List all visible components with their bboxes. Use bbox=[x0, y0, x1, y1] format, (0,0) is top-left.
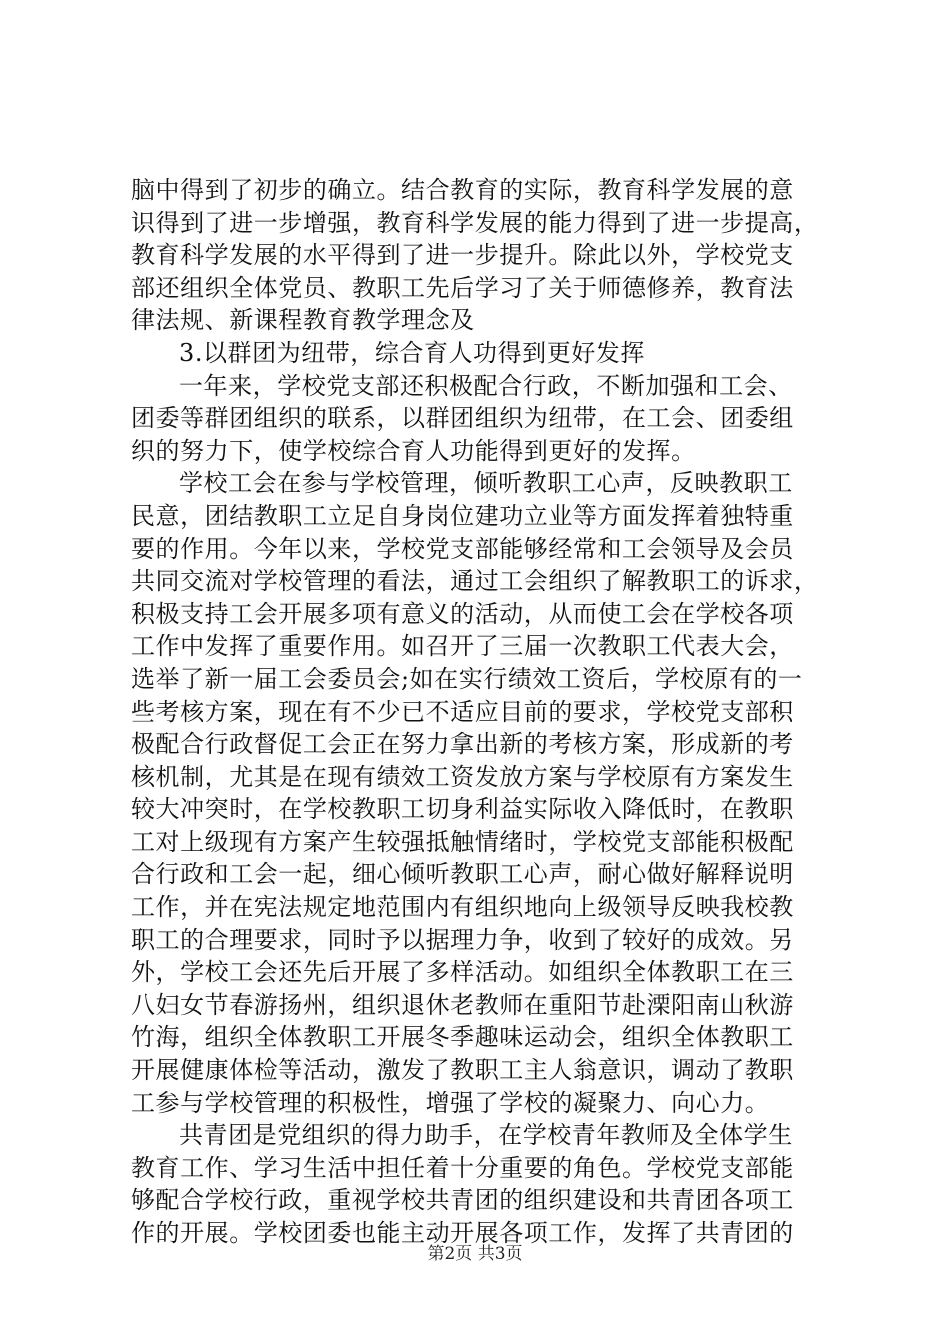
text-line: 律法规、新课程教育教学理念及 bbox=[131, 306, 475, 335]
text-line: 合行政和工会一起，细心倾听教职工心声，耐心做好解释说明 bbox=[131, 860, 794, 889]
text-line: 要的作用。今年以来，学校党支部能够经常和工会领导及会员 bbox=[131, 534, 794, 563]
text-line: 教育工作、学习生活中担任着十分重要的角色。学校党支部能 bbox=[131, 1153, 794, 1182]
text-line: 积极支持工会开展多项有意义的活动，从而使工会在学校各项 bbox=[131, 599, 794, 628]
text-line: 工作中发挥了重要作用。如召开了三届一次教职工代表大会， bbox=[131, 632, 794, 661]
text-line: 核机制，尤其是在现有绩效工资发放方案与学校原有方案发生 bbox=[131, 762, 794, 791]
text-line: 民意，团结教职工立足自身岗位建功立业等方面发挥着独特重 bbox=[131, 501, 794, 530]
page-number-label: 第2页 共3页 bbox=[427, 1244, 523, 1264]
text-line: 学校工会在参与学校管理，倾听教职工心声，反映教职工 bbox=[179, 469, 793, 498]
text-line: 共同交流对学校管理的看法，通过工会组织了解教职工的诉求， bbox=[131, 567, 819, 596]
text-line: 部还组织全体党员、教职工先后学习了关于师德修养，教育法 bbox=[131, 273, 794, 302]
text-line: 职工的合理要求，同时予以据理力争，收到了较好的成效。另 bbox=[131, 925, 794, 954]
text-line: 够配合学校行政，重视学校共青团的组织建设和共青团各项工 bbox=[131, 1186, 794, 1215]
text-line: 外，学校工会还先后开展了多样活动。如组织全体教职工在三 bbox=[131, 958, 794, 987]
text-line: 织的努力下，使学校综合育人功能得到更好的发挥。 bbox=[131, 436, 696, 465]
text-line: 一年来，学校党支部还积极配合行政，不断加强和工会、 bbox=[179, 371, 793, 400]
text-line: 开展健康体检等活动，激发了教职工主人翁意识，调动了教职 bbox=[131, 1056, 794, 1085]
text-line: 团委等群团组织的联系，以群团组织为纽带，在工会、团委组 bbox=[131, 404, 794, 433]
text-line: 竹海，组织全体教职工开展冬季趣味运动会，组织全体教职工 bbox=[131, 1023, 794, 1052]
text-line: 工参与学校管理的积极性，增强了学校的凝聚力、向心力。 bbox=[131, 1088, 770, 1117]
section-heading: 3.以群团为纽带，综合育人功得到更好发挥 bbox=[179, 338, 645, 367]
text-line: 些考核方案，现在有不少已不适应目前的要求，学校党支部积 bbox=[131, 697, 794, 726]
text-line: 选举了新一届工会委员会;如在实行绩效工资后，学校原有的一 bbox=[131, 664, 803, 693]
page-footer bbox=[0, 1243, 950, 1265]
text-line: 工对上级现有方案产生较强抵触情绪时，学校党支部能积极配 bbox=[131, 827, 794, 856]
text-line: 工作，并在宪法规定地范围内有组织地向上级领导反映我校教 bbox=[131, 893, 794, 922]
text-line: 教育科学发展的水平得到了进一步提升。除此以外，学校党支 bbox=[131, 241, 794, 270]
text-line: 八妇女节春游扬州，组织退休老教师在重阳节赴溧阳南山秋游 bbox=[131, 990, 794, 1019]
text-line: 作的开展。学校团委也能主动开展各项工作，发挥了共青团的 bbox=[131, 1219, 794, 1247]
text-line: 脑中得到了初步的确立。结合教育的实际，教育科学发展的意 bbox=[131, 176, 794, 204]
text-line: 较大冲突时，在学校教职工切身利益实际收入降低时，在教职 bbox=[131, 795, 794, 824]
text-line: 识得到了进一步增强，教育科学发展的能力得到了进一步提高， bbox=[131, 208, 819, 237]
text-line: 共青团是党组织的得力助手，在学校青年教师及全体学生 bbox=[179, 1121, 793, 1150]
text-line: 极配合行政督促工会正在努力拿出新的考核方案，形成新的考 bbox=[131, 730, 794, 759]
document-body bbox=[131, 174, 831, 1250]
